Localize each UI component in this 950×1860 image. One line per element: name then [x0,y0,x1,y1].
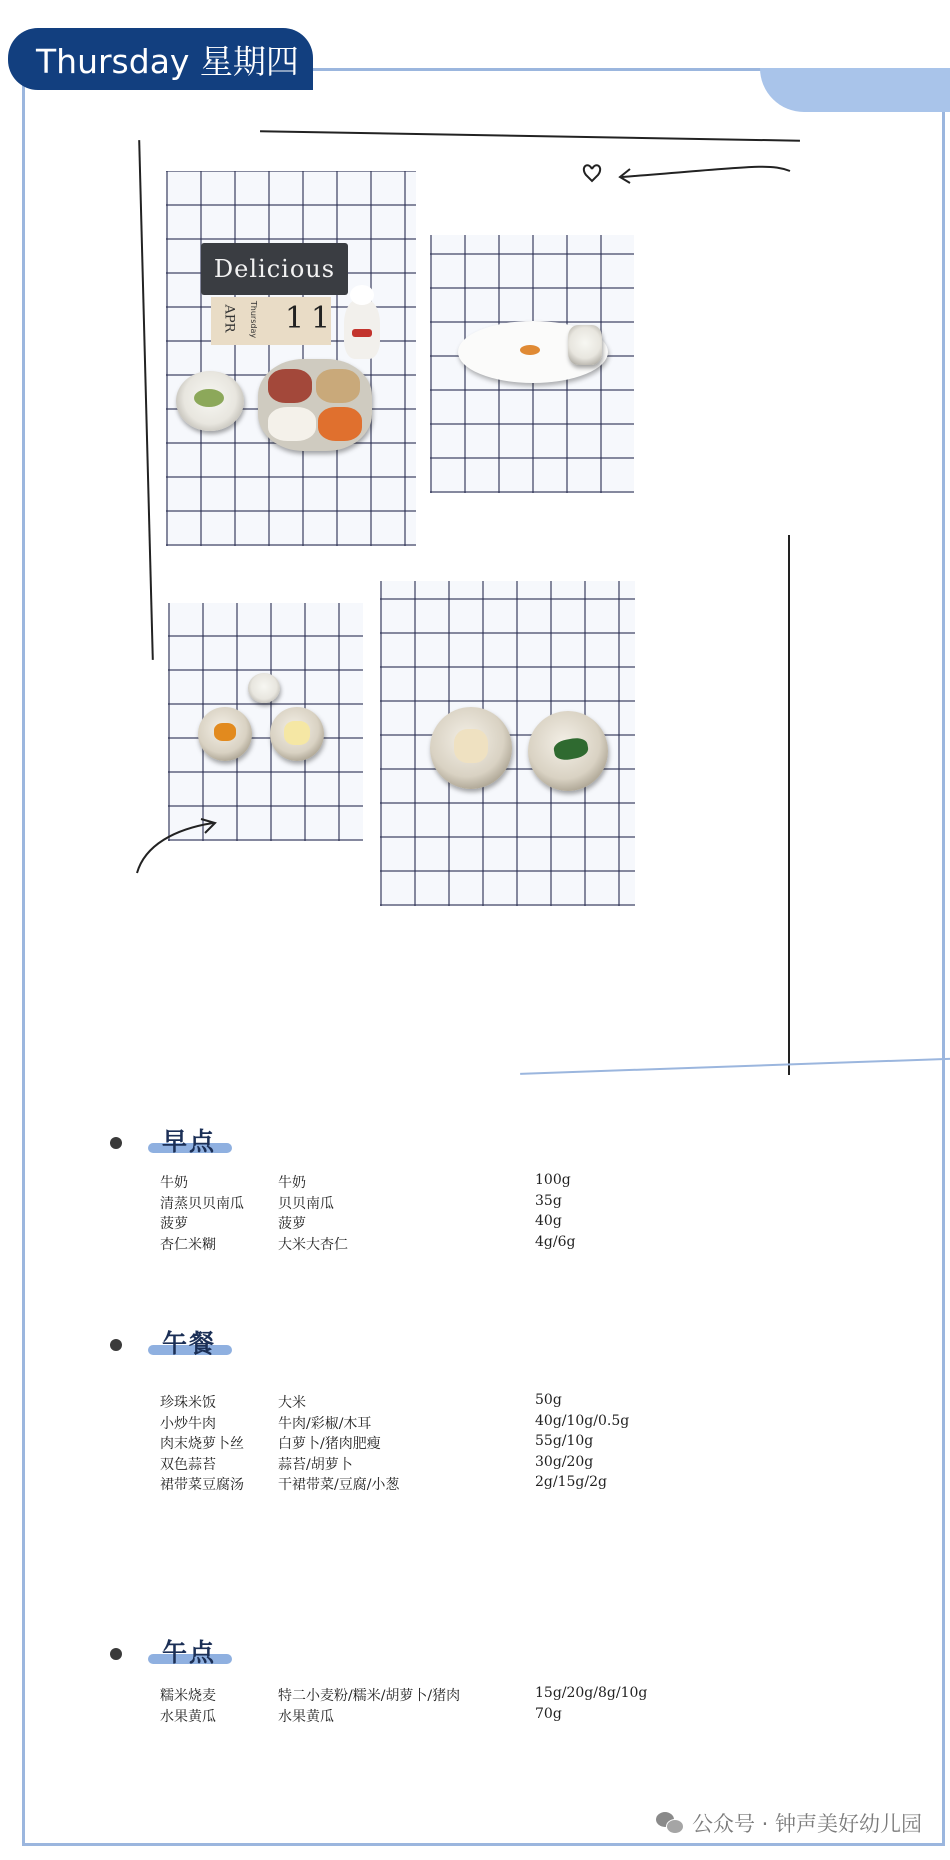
divided-tray [258,359,372,451]
section-bullet [110,1648,122,1660]
corner-decoration [760,68,950,112]
ingredients: 菠萝 [278,1216,306,1233]
ingredients: 特二小麦粉/糯米/胡萝卜/猪肉 [278,1688,461,1704]
amount: 100g [535,1172,571,1188]
section-heading [148,1633,216,1673]
calendar-month: APR [221,304,237,333]
calendar-day-1: 1 [285,301,305,336]
milk-cup [568,325,602,365]
menu-table [160,1392,860,1495]
calendar-blocks [211,297,331,345]
amount: 70g [535,1705,562,1722]
amount: 15g/20g/8g/10g [535,1685,648,1701]
breakfast-section [110,1122,870,1272]
afternoon-snack-photo [380,581,635,906]
ingredients: 水果黄瓜 [278,1708,334,1725]
frame-right-border [942,68,945,1846]
chalkboard-sign [201,243,348,295]
breakfast-photo [430,235,634,493]
dish-name: 双色蒜苔 [160,1456,216,1473]
amount: 30g/20g [535,1453,594,1470]
menu-row [160,1433,860,1454]
sketch-line-top [260,130,800,141]
dish-name: 珍珠米饭 [160,1395,216,1411]
sign-text: Delicious [213,255,336,283]
dish-name: 小炒牛肉 [160,1415,216,1432]
dish-name: 肉末烧萝卜丝 [160,1436,244,1453]
ingredients: 干裙带菜/豆腐/小葱 [278,1477,400,1494]
amount: 40g [535,1213,562,1230]
ingredients: 牛奶 [278,1175,306,1191]
amount: 55g/10g [535,1433,594,1450]
dish-name: 杏仁米糊 [160,1236,216,1253]
arrow-doodle [135,815,225,875]
menu-table [160,1172,860,1254]
frame-bottom-border [22,1843,945,1846]
dish-name: 糯米烧麦 [160,1688,216,1704]
menu-row [160,1193,860,1214]
shaomai-plate [430,707,512,789]
lunch-photo [166,171,416,546]
ingredients: 大米大杏仁 [278,1236,348,1253]
dish-name: 牛奶 [160,1175,188,1191]
ingredients: 牛肉/彩椒/木耳 [278,1415,372,1432]
snack-photo [168,603,363,841]
section-title: 午餐 [162,1329,217,1358]
section-bullet [110,1137,122,1149]
section-heading [148,1324,216,1364]
menu-row [160,1172,860,1193]
menu-row [160,1213,860,1234]
pineapple-plate [270,707,324,761]
menu-row [160,1706,860,1727]
afternoon-snack-section [110,1633,870,1743]
dish-name: 清蒸贝贝南瓜 [160,1195,244,1212]
dish-name: 水果黄瓜 [160,1708,216,1725]
amount: 2g/15g/2g [535,1474,607,1491]
calendar-day-2: 1 [311,301,331,336]
menu-row [160,1392,860,1413]
chef-figurine [344,299,380,359]
section-heading [148,1122,216,1162]
section-title: 早点 [162,1127,217,1156]
wechat-icon [656,1812,684,1834]
ingredients: 蒜苔/胡萝卜 [278,1456,353,1473]
cucumber-plate [528,711,608,791]
menu-row [160,1685,860,1706]
frame-left-border [22,68,25,1846]
ingredients: 贝贝南瓜 [278,1195,334,1212]
sketch-line-right [788,535,790,1075]
soup-bowl [176,371,244,431]
sketch-line-left [138,140,154,660]
ingredients: 大米 [278,1395,306,1411]
menu-row [160,1454,860,1475]
amount: 35g [535,1192,562,1209]
amount: 4g/6g [535,1233,576,1250]
dish-name: 菠萝 [160,1216,188,1233]
heart-arrow-doodle [580,155,800,195]
section-title: 午点 [162,1638,217,1667]
menu-row [160,1413,860,1434]
sketch-line-bottom [520,1057,950,1075]
ingredients: 白萝卜/猪肉肥瘦 [278,1436,381,1453]
menu-row [160,1474,860,1495]
calendar-weekday: Thursday [249,300,259,339]
dish-name: 裙带菜豆腐汤 [160,1477,244,1494]
lunch-section [110,1324,870,1494]
section-bullet [110,1339,122,1351]
menu-table [160,1685,860,1726]
pumpkin-plate [198,707,252,761]
amount: 50g [535,1392,562,1408]
watermark-text: 公众号 · 钟声美好幼儿园 [691,1812,922,1836]
day-title: Thursday 星期四 [8,28,313,90]
photo-collage [160,155,800,1090]
milk-cup [248,673,280,703]
amount: 40g/10g/0.5g [535,1412,630,1429]
menu-row [160,1234,860,1255]
account-watermark [656,1808,922,1838]
